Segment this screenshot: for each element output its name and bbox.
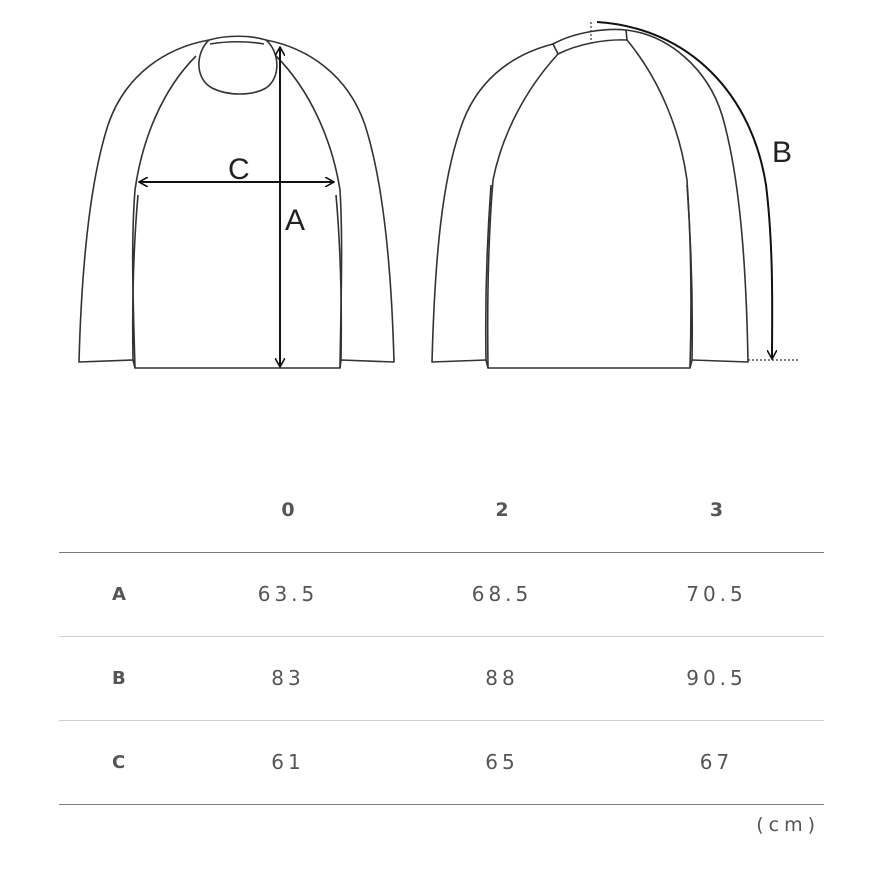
front-collar-top [209,36,266,40]
front-collar-inner [210,42,264,44]
header-empty-cell [59,468,181,552]
garment-diagram [0,0,876,420]
table-row [59,636,824,720]
back-outline [432,30,748,368]
size-table [59,468,824,805]
unit-label: (cm) [756,814,820,836]
label-c: C [228,153,250,186]
table-row [59,552,824,636]
size-header: 2 [395,468,609,552]
front-raglan-seam-left [133,56,196,368]
measurement-value: 67 [609,720,824,804]
label-b: B [772,136,793,169]
size-header: 3 [609,468,824,552]
row-label: A [59,552,181,636]
measurement-value: 83 [181,636,395,720]
label-a: A [285,204,306,237]
table-row [59,720,824,804]
measurement-value: 88 [395,636,609,720]
back-collar [553,30,627,54]
back-sleeve-line-right [687,185,692,360]
measurement-value: 61 [181,720,395,804]
front-outline [79,40,394,368]
measurement-value: 65 [395,720,609,804]
measurement-value: 70.5 [609,552,824,636]
row-label: C [59,720,181,804]
front-collar-outer [199,40,277,94]
measurement-value: 63.5 [181,552,395,636]
measurement-value: 68.5 [395,552,609,636]
back-raglan-seam-right [627,40,691,368]
header-row [59,468,824,552]
size-header: 0 [181,468,395,552]
measurement-value: 90.5 [609,636,824,720]
back-garment [432,30,748,368]
back-raglan-seam-left [488,54,558,368]
row-label: B [59,636,181,720]
front-garment [79,36,394,368]
